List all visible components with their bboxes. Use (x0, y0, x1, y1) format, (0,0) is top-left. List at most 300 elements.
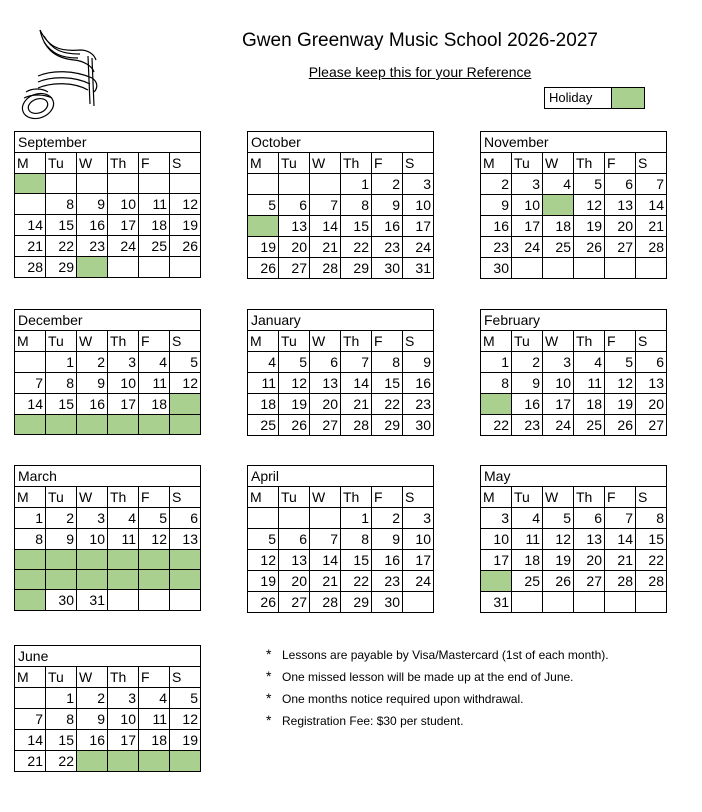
weekday-header: Tu (46, 487, 77, 508)
weekday-header: W (310, 153, 341, 174)
day-cell: 11 (512, 529, 543, 550)
day-cell: 20 (310, 394, 341, 415)
day-cell: 3 (403, 508, 434, 529)
weekday-header: S (403, 331, 434, 352)
empty-cell (139, 590, 170, 611)
day-cell: 2 (372, 174, 403, 195)
day-cell: 5 (248, 529, 279, 550)
day-cell: 14 (636, 195, 667, 216)
weekday-header: Tu (279, 153, 310, 174)
day-cell: 30 (481, 258, 512, 279)
day-cell: 17 (403, 550, 434, 571)
day-cell: 22 (341, 571, 372, 592)
day-cell: 21 (310, 237, 341, 258)
day-cell: 2 (77, 688, 108, 709)
day-cell: 6 (170, 508, 201, 529)
day-cell: 5 (248, 195, 279, 216)
empty-cell (636, 592, 667, 613)
day-cell: 11 (139, 709, 170, 730)
holiday-cell (46, 570, 77, 590)
holiday-cell (170, 570, 201, 590)
weekday-header: Th (108, 331, 139, 352)
day-cell: 19 (605, 394, 636, 415)
day-cell: 7 (310, 195, 341, 216)
day-cell: 17 (512, 216, 543, 237)
weekday-header: S (403, 153, 434, 174)
weekday-header: Th (108, 153, 139, 174)
empty-cell (46, 174, 77, 194)
day-cell: 26 (543, 571, 574, 592)
note-item (266, 670, 609, 692)
weekday-header: F (605, 153, 636, 174)
day-cell: 6 (279, 195, 310, 216)
day-cell: 28 (636, 237, 667, 258)
day-cell: 13 (310, 373, 341, 394)
month-name: June (15, 646, 201, 667)
day-cell: 14 (310, 216, 341, 237)
weekday-header: M (481, 153, 512, 174)
day-cell: 24 (403, 237, 434, 258)
day-cell: 2 (77, 352, 108, 373)
empty-cell (108, 590, 139, 611)
day-cell: 20 (636, 394, 667, 415)
day-cell: 7 (310, 529, 341, 550)
note-text: Registration Fee: $30 per student. (282, 714, 464, 728)
day-cell: 11 (574, 373, 605, 394)
day-cell: 23 (372, 571, 403, 592)
weekday-header: Th (341, 331, 372, 352)
weekday-header: F (139, 487, 170, 508)
day-cell: 25 (543, 237, 574, 258)
day-cell: 3 (108, 352, 139, 373)
day-cell: 5 (574, 174, 605, 195)
empty-cell (279, 174, 310, 195)
weekday-header: Th (574, 153, 605, 174)
month-calendar-october (247, 131, 434, 279)
empty-cell (170, 590, 201, 611)
weekday-header: Th (574, 331, 605, 352)
day-cell: 1 (46, 688, 77, 709)
empty-cell (279, 508, 310, 529)
empty-cell (139, 174, 170, 194)
day-cell: 5 (170, 688, 201, 709)
day-cell: 16 (372, 550, 403, 571)
day-cell: 22 (372, 394, 403, 415)
page-title: Gwen Greenway Music School 2026-2027 (242, 30, 598, 51)
month-name: March (15, 466, 201, 487)
day-cell: 16 (77, 215, 108, 236)
day-cell: 18 (543, 216, 574, 237)
day-cell: 30 (372, 592, 403, 613)
empty-cell (15, 688, 46, 709)
weekday-header: M (15, 153, 46, 174)
day-cell: 10 (108, 373, 139, 394)
day-cell: 21 (15, 236, 46, 257)
empty-cell (108, 257, 139, 278)
weekday-header: M (15, 487, 46, 508)
weekday-header: F (605, 487, 636, 508)
day-cell: 16 (403, 373, 434, 394)
day-cell: 22 (341, 237, 372, 258)
day-cell: 14 (341, 373, 372, 394)
day-cell: 9 (512, 373, 543, 394)
weekday-header: W (77, 667, 108, 688)
day-cell: 20 (574, 550, 605, 571)
holiday-cell (170, 550, 201, 570)
day-cell: 12 (574, 195, 605, 216)
holiday-cell (77, 751, 108, 772)
holiday-cell (77, 570, 108, 590)
day-cell: 28 (310, 258, 341, 279)
month-name: January (248, 310, 434, 331)
music-note-logo-icon (18, 26, 100, 124)
day-cell: 19 (248, 237, 279, 258)
empty-cell (170, 174, 201, 194)
note-bullet: * (266, 646, 272, 662)
day-cell: 9 (77, 709, 108, 730)
month-calendar-april (247, 465, 434, 613)
empty-cell (310, 508, 341, 529)
day-cell: 31 (481, 592, 512, 613)
empty-cell (543, 258, 574, 279)
holiday-cell (15, 415, 46, 435)
day-cell: 24 (403, 571, 434, 592)
day-cell: 2 (372, 508, 403, 529)
day-cell: 21 (341, 394, 372, 415)
day-cell: 21 (605, 550, 636, 571)
holiday-cell (77, 415, 108, 435)
day-cell: 14 (310, 550, 341, 571)
month-name: April (248, 466, 434, 487)
month-calendar-may (480, 465, 667, 613)
month-calendar-june (14, 645, 201, 772)
weekday-header: M (248, 153, 279, 174)
holiday-cell (15, 174, 46, 194)
day-cell: 28 (15, 257, 46, 278)
weekday-header: M (481, 331, 512, 352)
day-cell: 18 (139, 215, 170, 236)
day-cell: 19 (543, 550, 574, 571)
day-cell: 26 (279, 415, 310, 436)
weekday-header: W (543, 331, 574, 352)
day-cell: 5 (543, 508, 574, 529)
day-cell: 28 (605, 571, 636, 592)
empty-cell (574, 592, 605, 613)
day-cell: 8 (341, 529, 372, 550)
empty-cell (77, 174, 108, 194)
day-cell: 3 (108, 688, 139, 709)
day-cell: 25 (248, 415, 279, 436)
day-cell: 16 (512, 394, 543, 415)
day-cell: 1 (46, 352, 77, 373)
day-cell: 10 (108, 194, 139, 215)
note-bullet: * (266, 712, 272, 728)
day-cell: 2 (481, 174, 512, 195)
day-cell: 12 (543, 529, 574, 550)
weekday-header: F (372, 331, 403, 352)
day-cell: 22 (481, 415, 512, 436)
empty-cell (248, 508, 279, 529)
weekday-header: Tu (279, 331, 310, 352)
day-cell: 19 (574, 216, 605, 237)
day-cell: 5 (605, 352, 636, 373)
holiday-legend (544, 87, 645, 109)
day-cell: 16 (372, 216, 403, 237)
weekday-header: W (310, 331, 341, 352)
day-cell: 6 (636, 352, 667, 373)
day-cell: 8 (481, 373, 512, 394)
day-cell: 19 (170, 730, 201, 751)
day-cell: 16 (77, 394, 108, 415)
weekday-header: W (543, 153, 574, 174)
day-cell: 13 (574, 529, 605, 550)
day-cell: 27 (279, 592, 310, 613)
holiday-cell (108, 550, 139, 570)
day-cell: 24 (108, 236, 139, 257)
empty-cell (248, 174, 279, 195)
day-cell: 20 (605, 216, 636, 237)
weekday-header: Tu (46, 667, 77, 688)
day-cell: 15 (636, 529, 667, 550)
day-cell: 11 (139, 373, 170, 394)
month-name: November (481, 132, 667, 153)
day-cell: 11 (108, 529, 139, 550)
empty-cell (15, 352, 46, 373)
month-name: September (15, 132, 201, 153)
day-cell: 15 (46, 394, 77, 415)
day-cell: 7 (605, 508, 636, 529)
day-cell: 12 (170, 194, 201, 215)
day-cell: 18 (248, 394, 279, 415)
note-item (266, 692, 609, 714)
note-item (266, 648, 609, 670)
weekday-header: Tu (46, 331, 77, 352)
day-cell: 16 (481, 216, 512, 237)
weekday-header: S (403, 487, 434, 508)
weekday-header: Tu (512, 487, 543, 508)
day-cell: 21 (310, 571, 341, 592)
day-cell: 15 (341, 216, 372, 237)
holiday-cell (77, 257, 108, 278)
day-cell: 12 (139, 529, 170, 550)
day-cell: 8 (46, 373, 77, 394)
day-cell: 6 (310, 352, 341, 373)
day-cell: 26 (170, 236, 201, 257)
day-cell: 23 (372, 237, 403, 258)
weekday-header: M (248, 331, 279, 352)
legend-swatch (611, 87, 645, 109)
day-cell: 23 (481, 237, 512, 258)
day-cell: 14 (15, 215, 46, 236)
holiday-cell (139, 751, 170, 772)
holiday-cell (139, 415, 170, 435)
day-cell: 12 (170, 373, 201, 394)
day-cell: 28 (636, 571, 667, 592)
page-subtitle: Please keep this for your Reference (308, 64, 532, 80)
day-cell: 6 (605, 174, 636, 195)
month-calendar-january (247, 309, 434, 436)
weekday-header: M (481, 487, 512, 508)
day-cell: 22 (46, 751, 77, 772)
day-cell: 20 (279, 571, 310, 592)
day-cell: 9 (372, 195, 403, 216)
day-cell: 29 (341, 258, 372, 279)
holiday-cell (15, 550, 46, 570)
day-cell: 6 (574, 508, 605, 529)
day-cell: 27 (279, 258, 310, 279)
weekday-header: S (636, 153, 667, 174)
day-cell: 31 (403, 258, 434, 279)
weekday-header: Tu (512, 153, 543, 174)
day-cell: 19 (170, 215, 201, 236)
day-cell: 3 (512, 174, 543, 195)
holiday-cell (77, 550, 108, 570)
empty-cell (512, 592, 543, 613)
day-cell: 17 (108, 394, 139, 415)
day-cell: 30 (372, 258, 403, 279)
day-cell: 3 (543, 352, 574, 373)
weekday-header: F (372, 153, 403, 174)
day-cell: 17 (403, 216, 434, 237)
day-cell: 15 (46, 730, 77, 751)
day-cell: 20 (279, 237, 310, 258)
empty-cell (170, 257, 201, 278)
day-cell: 3 (77, 508, 108, 529)
day-cell: 4 (248, 352, 279, 373)
day-cell: 13 (279, 216, 310, 237)
day-cell: 9 (77, 194, 108, 215)
day-cell: 26 (605, 415, 636, 436)
day-cell: 8 (46, 709, 77, 730)
day-cell: 5 (170, 352, 201, 373)
day-cell: 27 (310, 415, 341, 436)
weekday-header: F (605, 331, 636, 352)
day-cell: 15 (46, 215, 77, 236)
day-cell: 5 (279, 352, 310, 373)
weekday-header: M (15, 331, 46, 352)
day-cell: 8 (372, 352, 403, 373)
day-cell: 8 (15, 529, 46, 550)
day-cell: 8 (46, 194, 77, 215)
month-calendar-november (480, 131, 667, 279)
note-text: One missed lesson will be made up at the end of June. (282, 670, 574, 684)
holiday-cell (481, 394, 512, 415)
day-cell: 9 (481, 195, 512, 216)
day-cell: 8 (341, 195, 372, 216)
day-cell: 21 (15, 751, 46, 772)
day-cell: 16 (77, 730, 108, 751)
month-calendar-september (14, 131, 201, 278)
month-name: December (15, 310, 201, 331)
day-cell: 21 (636, 216, 667, 237)
day-cell: 13 (279, 550, 310, 571)
day-cell: 1 (341, 508, 372, 529)
empty-cell (512, 258, 543, 279)
day-cell: 19 (248, 571, 279, 592)
day-cell: 14 (15, 394, 46, 415)
day-cell: 14 (15, 730, 46, 751)
day-cell: 13 (605, 195, 636, 216)
day-cell: 25 (574, 415, 605, 436)
day-cell: 3 (481, 508, 512, 529)
day-cell: 7 (636, 174, 667, 195)
weekday-header: F (139, 667, 170, 688)
day-cell: 17 (543, 394, 574, 415)
day-cell: 6 (279, 529, 310, 550)
day-cell: 28 (341, 415, 372, 436)
day-cell: 17 (108, 215, 139, 236)
day-cell: 18 (139, 730, 170, 751)
day-cell: 2 (46, 508, 77, 529)
day-cell: 13 (636, 373, 667, 394)
day-cell: 18 (574, 394, 605, 415)
day-cell: 29 (372, 415, 403, 436)
day-cell: 28 (310, 592, 341, 613)
weekday-header: Tu (279, 487, 310, 508)
weekday-header: M (248, 487, 279, 508)
holiday-cell (46, 550, 77, 570)
holiday-cell (248, 216, 279, 237)
day-cell: 4 (512, 508, 543, 529)
day-cell: 23 (77, 236, 108, 257)
weekday-header: W (77, 153, 108, 174)
weekday-header: S (170, 487, 201, 508)
day-cell: 9 (46, 529, 77, 550)
day-cell: 7 (15, 709, 46, 730)
holiday-cell (108, 751, 139, 772)
day-cell: 25 (512, 571, 543, 592)
weekday-header: F (139, 153, 170, 174)
month-calendar-march (14, 465, 201, 611)
day-cell: 26 (248, 258, 279, 279)
weekday-header: Th (341, 487, 372, 508)
month-calendar-december (14, 309, 201, 435)
holiday-cell (108, 570, 139, 590)
day-cell: 11 (139, 194, 170, 215)
day-cell: 23 (512, 415, 543, 436)
day-cell: 4 (139, 688, 170, 709)
note-item (266, 714, 609, 736)
weekday-header: S (170, 331, 201, 352)
weekday-header: Th (341, 153, 372, 174)
day-cell: 30 (46, 590, 77, 611)
day-cell: 3 (403, 174, 434, 195)
weekday-header: F (372, 487, 403, 508)
empty-cell (605, 258, 636, 279)
day-cell: 4 (574, 352, 605, 373)
weekday-header: Tu (512, 331, 543, 352)
empty-cell (574, 258, 605, 279)
holiday-cell (170, 415, 201, 435)
weekday-header: Th (574, 487, 605, 508)
day-cell: 9 (77, 373, 108, 394)
day-cell: 29 (341, 592, 372, 613)
day-cell: 10 (77, 529, 108, 550)
day-cell: 7 (15, 373, 46, 394)
holiday-cell (15, 590, 46, 611)
day-cell: 14 (605, 529, 636, 550)
weekday-header: Tu (46, 153, 77, 174)
day-cell: 29 (46, 257, 77, 278)
month-calendar-february (480, 309, 667, 436)
day-cell: 9 (403, 352, 434, 373)
holiday-cell (481, 571, 512, 592)
day-cell: 1 (481, 352, 512, 373)
month-name: February (481, 310, 667, 331)
weekday-header: W (77, 331, 108, 352)
day-cell: 31 (77, 590, 108, 611)
holiday-cell (170, 751, 201, 772)
